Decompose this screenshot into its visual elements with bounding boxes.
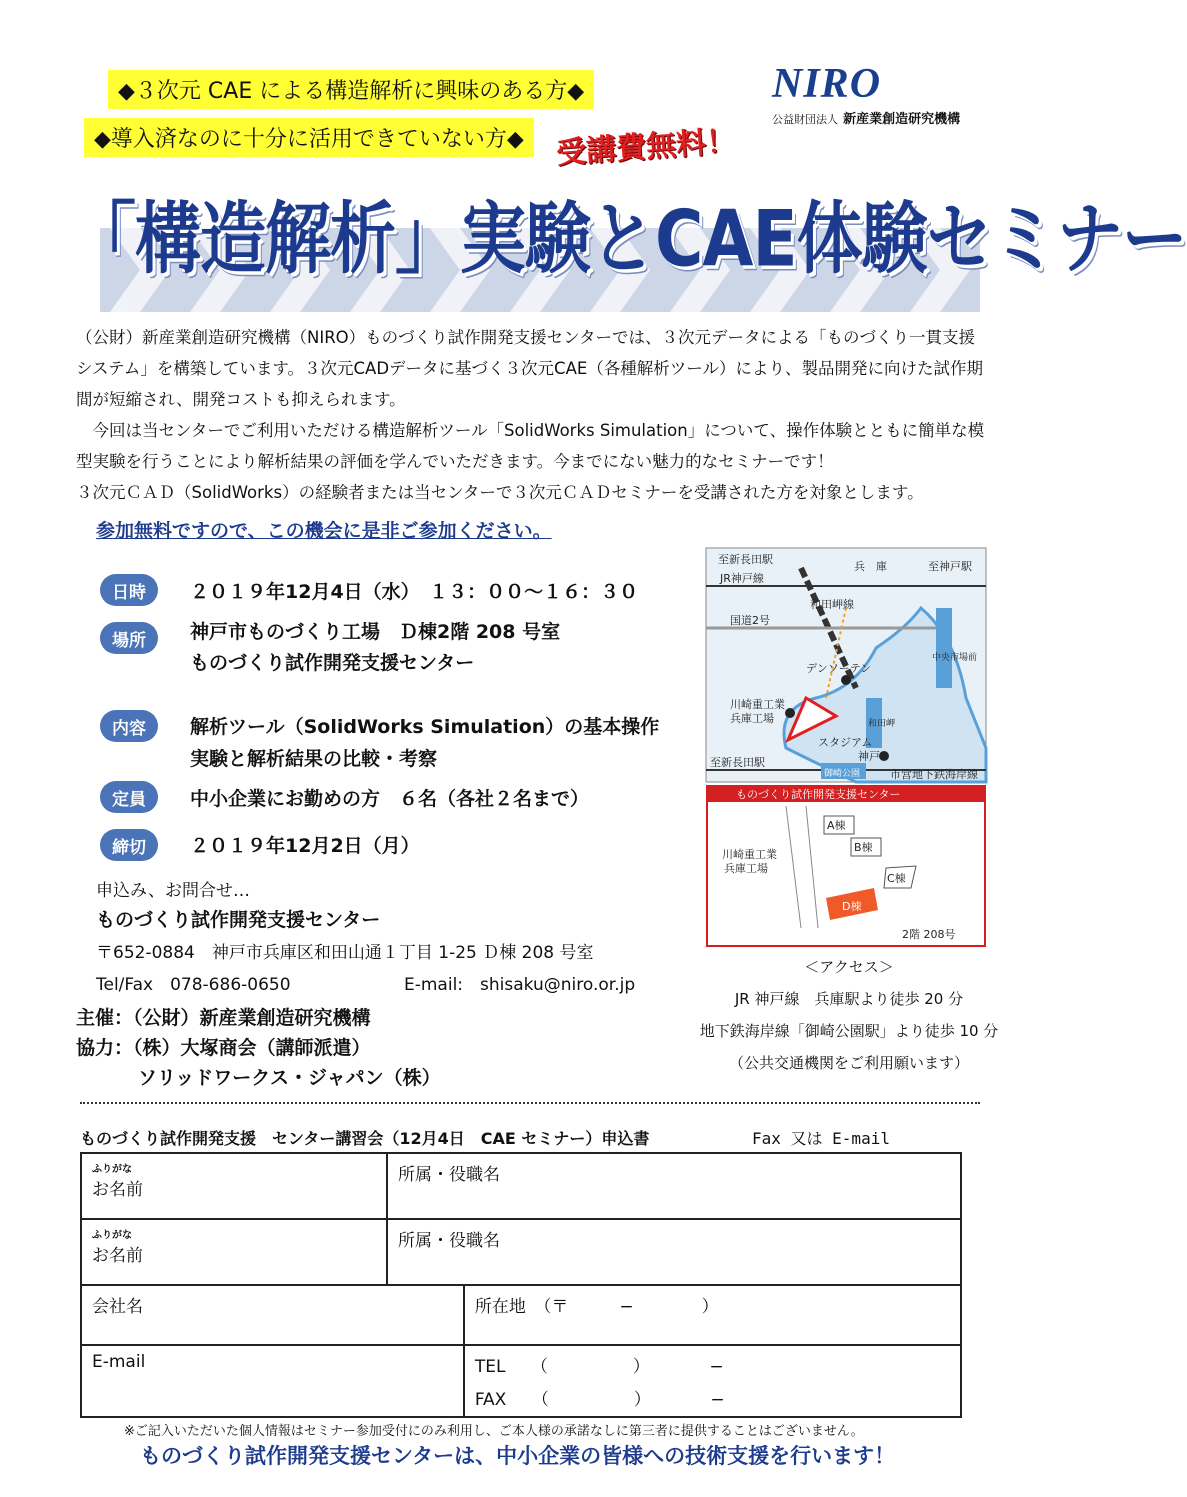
map-label-10: 和田岬 [868,719,896,729]
name-cell-2[interactable] [81,1219,387,1285]
map-label-8: 川崎重工業 [730,698,785,711]
target-line-2: ◆導入済なのに十分に活用できていない方◆ [84,118,534,157]
affiliation-label-1: 所属・役職名 [398,1165,500,1185]
cooperation-1: 協力：（株）大塚商会（講師派遣） [76,1037,371,1059]
contact-email[interactable]: E-mail: shisaku@niro.or.jp [404,975,636,995]
affiliation-cell-2[interactable] [387,1219,961,1285]
map-label-7: デンソーテン [806,662,872,675]
map-label-4: 国道2号 [730,614,770,627]
access-map [706,548,986,948]
intro-paragraph-3: ３次元ＣＡＤ（SolidWorks）の経験者または当センターで３次元ＣＡＤセミナーを受講された方を対象とします。 [76,483,924,502]
place-label: 場所 [100,622,158,654]
contact-center: ものづくり試作開発支援センター [96,909,381,931]
furigana-label-1: ふりがな [92,1164,132,1175]
capacity-value: 中小企業にお勤めの方 ６名（各社２名まで） [190,788,590,810]
content-label: 内容 [100,710,158,742]
org-name [772,108,960,127]
map-label-15: 市営地下鉄海岸線 [890,768,978,781]
target-line-1: ◆３次元 CAE による構造解析に興味のある方◆ [108,70,594,109]
place-line-2: ものづくり試作開発支援センター [190,652,475,674]
furigana-label-2: ふりがな [92,1230,132,1241]
content-line-1: 解析ツール（SolidWorks Simulation）の基本操作 [190,716,660,738]
map-label-13: 至新長田駅 [710,756,765,769]
date-value: ２０１９年12月4日（水） １３：００〜１６：３０ [190,581,639,603]
org-fullname: 新産業創造研究機構 [843,112,961,127]
inset-label-plant: 兵庫工場 [724,862,768,875]
inset-title: ものづくり試作開発支援センター [736,788,901,801]
fax-label: FAX （ ） − [474,1390,725,1410]
map-label-6: 中央市場前 [932,653,978,663]
address-cell[interactable] [464,1285,961,1345]
inset-label-room: 2階 208号 [902,928,956,941]
place-line-1: 神戸市ものづくり工場 Ｄ棟2階 208 号室 [190,621,561,643]
deadline-value: ２０１９年12月2日（月） [190,835,420,857]
contact-intro: 申込み、お問合せ… [96,881,251,901]
tel-label: TEL （ ） − [474,1357,724,1377]
company-cell[interactable] [81,1285,464,1345]
inset-label-b: B棟 [854,841,873,854]
inset-label-khi: 川崎重工業 [722,848,777,861]
map-label-2: 兵 庫 [854,560,887,573]
affiliation-cell-1[interactable] [387,1153,961,1219]
host: 主催：（公財）新産業創造研究機構 [76,1007,371,1029]
map-label-11: スタジアム [818,736,873,749]
intro-paragraph-2: 今回は当センターでご利用いただける構造解析ツール「SolidWorks Simulation」について、操作体験とともに簡単な模型実験を行うことにより解析結果の評価を学んでいただきます。今までにない魅力的なセミナーです！ [76,421,985,471]
free-badge: 受講費無料！ [555,123,738,172]
company-label: 会社名 [92,1297,143,1317]
inset-label-a: A棟 [827,819,846,832]
name-cell-1[interactable] [81,1153,387,1219]
intro-paragraph-1: （公財）新産業創造研究機構（NIRO）ものづくり試作開発支援センターでは、３次元データによる「ものづくり一貫支援システム」を構築しています。３次元CADデータに基づく３次元CAE（各種解析ツール）により、製品開発に向けた試作期間が短縮され、開発コストも抑えられます。 [76,328,983,409]
deadline-label: 締切 [100,829,158,861]
map-graphic [706,548,986,948]
email-label: E-mail [92,1352,146,1372]
map-label-9: 兵庫工場 [730,712,774,725]
contact-address: 〒652-0884 神戸市兵庫区和田山通１丁目 1-25 Ｄ棟 208 号室 [96,943,594,963]
content-line-2: 実験と解析結果の比較・考察 [190,748,438,770]
intro-text [76,322,986,508]
cooperation-2: ソリッドワークス・ジャパン（株） [138,1067,441,1089]
map-label-0: 至新長田駅 [718,553,773,566]
org-prefix: 公益財団法人 [772,113,838,126]
affiliation-label-2: 所属・役職名 [398,1231,500,1251]
form-heading: ものづくり試作開発支援 センター講習会（12月4日 CAE セミナー）申込書 [80,1129,650,1148]
access-line-2: 地下鉄海岸線「御崎公園駅」より徒歩 10 分 [699,1022,999,1040]
map-label-3: 至神戸駅 [928,560,972,573]
name-label-1: お名前 [92,1180,143,1200]
contact-telfax: Tel/Fax 078-686-0650 [96,975,291,995]
call-to-action: 参加無料ですので、この機会に是非ご参加ください。 [96,520,552,542]
map-label-12: 神戸 [858,750,880,763]
email-cell[interactable] [81,1345,464,1417]
page-title: 「構造解析」実験とCAE体験セミナー [70,193,1187,285]
date-label: 日時 [100,574,158,606]
map-label-5: 和田岬線 [810,598,854,611]
name-label-2: お名前 [92,1246,143,1266]
footer-message: ものづくり試作開発支援センターは、中小企業の皆様への技術支援を行います！ [140,1444,896,1468]
phone-cell[interactable] [464,1345,961,1417]
address-label: 所在地 （〒 − ） [474,1297,719,1317]
map-label-14: 御崎公園 [824,769,861,779]
form-method: Fax 又は E-mail [752,1129,890,1148]
access-line-3: （公共交通機関をご利用願います） [728,1054,969,1072]
privacy-note: ※ご記入いただいた個人情報はセミナー参加受付にのみ利用し、ご本人様の承諾なしに第三者に提供することはございません。 [124,1424,864,1439]
access-title: ＜アクセス＞ [804,958,894,976]
capacity-label: 定員 [100,781,158,813]
map-label-1: JR神戸線 [720,572,764,585]
access-line-1: JR 神戸線 兵庫駅より徒歩 20 分 [734,990,964,1008]
niro-logo: NIRO [772,61,882,107]
application-form [80,1152,962,1418]
inset-label-c: C棟 [887,872,906,885]
cut-line [80,1102,980,1104]
inset-label-d: D棟 [842,900,862,913]
